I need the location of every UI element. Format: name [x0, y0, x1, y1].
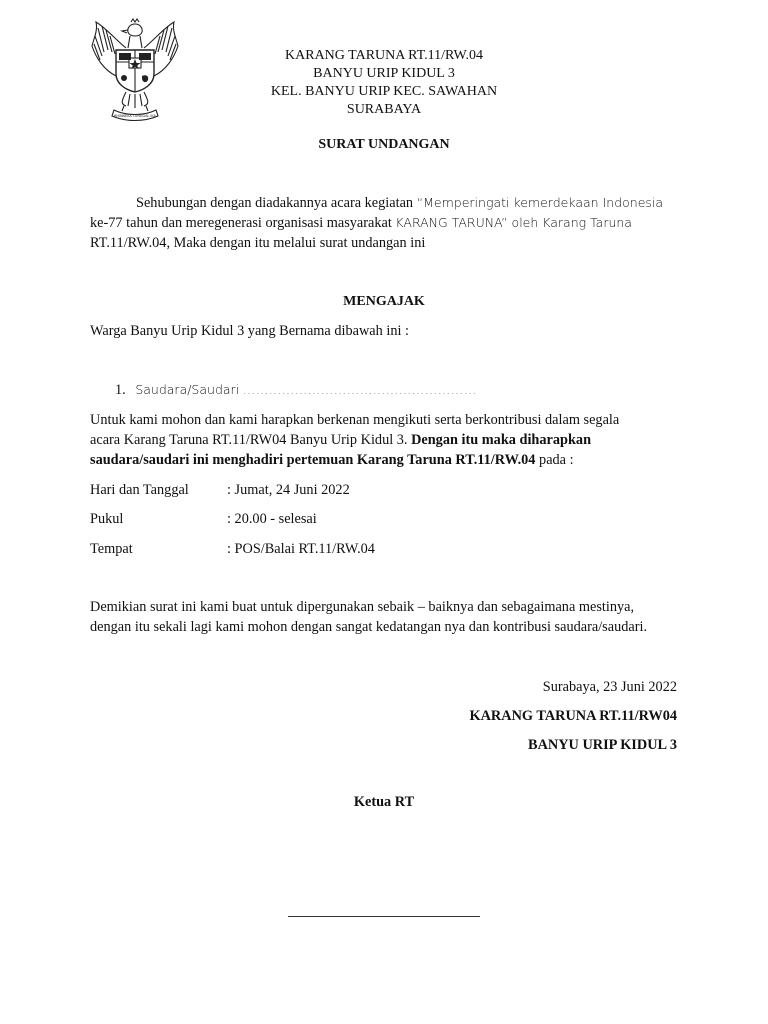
intro-line-2	[90, 213, 632, 233]
intro-line-1	[136, 193, 663, 213]
detail-value-place: : POS/Balai RT.11/RW.04	[227, 541, 375, 557]
request-line-1: Untuk kami mohon dan kami harapkan berkenan mengikuti serta berkontribusi dalam segala	[90, 412, 620, 428]
detail-label-date: Hari dan Tanggal	[90, 482, 189, 498]
header-line-3: KEL. BANYU URIP KEC. SAWAHAN	[270, 84, 498, 99]
detail-value-time: : 20.00 - selesai	[227, 511, 317, 527]
request-line-3-plain: pada :	[535, 452, 574, 468]
intro-line-1b: “Memperingati kemerdekaan Indonesia	[416, 195, 664, 210]
detail-label-place: Tempat	[90, 541, 133, 557]
place-date: Surabaya, 23 Juni 2022	[542, 679, 677, 695]
list-item-dots: ………………………………………………	[242, 382, 477, 397]
intro-line-2b: KARANG TARUNA” oleh Karang Taruna	[395, 215, 632, 230]
closing-line-2: dengan itu sekali lagi kami mohon dengan sangat kedatangan nya dan kontribusi saudara/saudari.	[90, 619, 648, 635]
subtitle-mengajak: MENGAJAK	[343, 294, 425, 309]
request-line-2-plain: acara Karang Taruna RT.11/RW04 Banyu Urip Kidul 3.	[90, 432, 412, 448]
header-line-2: BANYU URIP KIDUL 3	[313, 66, 455, 81]
closing-line-1: Demikian surat ini kami buat untuk dipergunakan sebaik – baiknya dan sebagaimana mestinya,	[90, 599, 635, 615]
intro-line-3: RT.11/RW.04, Maka dengan itu melalui surat undangan ini	[90, 235, 426, 251]
header-line-4: SURABAYA	[346, 102, 422, 117]
signature-org-2: BANYU URIP KIDUL 3	[528, 737, 677, 753]
request-line-3-bold: saudara/saudari ini menghadiri pertemuan Karang Taruna RT.11/RW.04	[90, 452, 536, 468]
signature-role: Ketua RT	[353, 794, 415, 810]
request-line-2-bold: Dengan itu maka diharapkan	[411, 432, 592, 448]
detail-value-date: : Jumat, 24 Juni 2022	[227, 482, 350, 498]
intro-line-2a: ke-77 tahun dan meregenerasi organisasi masyarakat	[90, 215, 396, 231]
list-item-label: Saudara/Saudari	[135, 382, 240, 397]
invite-line: Warga Banyu Urip Kidul 3 yang Bernama dibawah ini :	[90, 323, 409, 339]
signature-org-1: KARANG TARUNA RT.11/RW04	[469, 708, 677, 724]
list-item-number: 1.	[115, 382, 126, 398]
header-line-1: KARANG TARUNA RT.11/RW.04	[285, 48, 483, 63]
request-line-3	[90, 450, 574, 470]
letter-title: SURAT UNDANGAN	[318, 137, 450, 152]
intro-line-1a: Sehubungan dengan diadakannya acara kegiatan	[136, 195, 417, 211]
emblem-motto: BHINNEKA TUNGGAL IKA	[114, 114, 156, 118]
signature-line	[288, 916, 480, 917]
request-line-2	[90, 430, 591, 450]
detail-label-time: Pukul	[90, 511, 124, 527]
list-item	[115, 380, 477, 400]
